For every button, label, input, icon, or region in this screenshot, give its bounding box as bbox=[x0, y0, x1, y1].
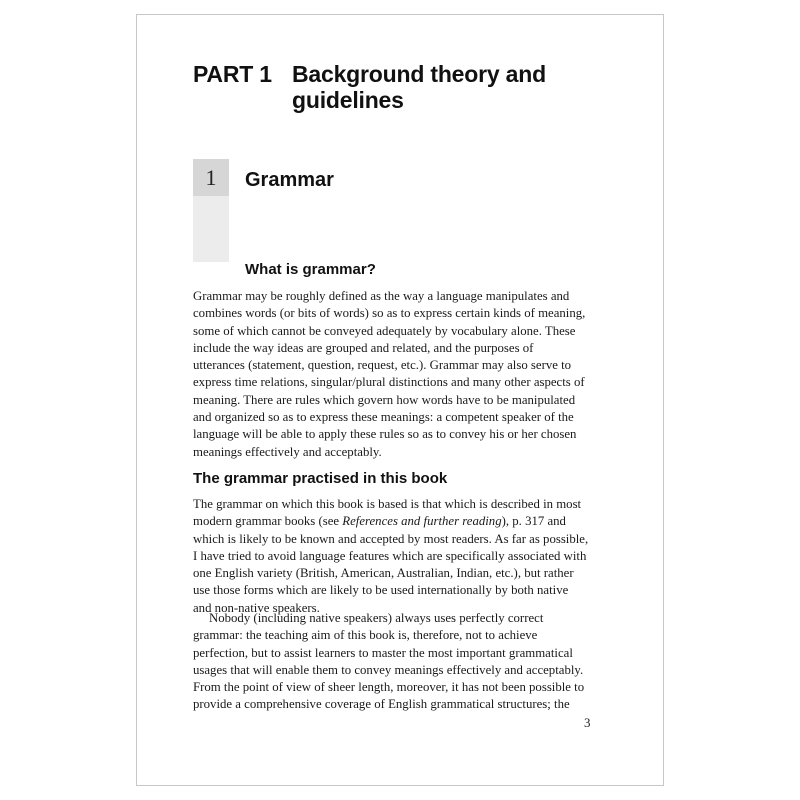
section-heading-grammar-practised: The grammar practised in this book bbox=[193, 470, 448, 487]
text-line: I have tried to avoid language features which are specifically associated with bbox=[193, 548, 587, 563]
part-label: PART 1 bbox=[193, 61, 272, 87]
text-line: include the way ideas are grouped and related, and the purposes of bbox=[193, 340, 534, 355]
paragraph-what-is-grammar bbox=[193, 288, 613, 461]
text-line: language will be able to apply these rules so as to convey his or her chosen bbox=[193, 427, 577, 442]
text-line: which is likely to be known and accepted by most readers. As far as possible, bbox=[193, 531, 589, 546]
text-line: and non-native speakers. bbox=[193, 600, 320, 615]
text-line-with-reference bbox=[193, 513, 613, 530]
references-reading-title: References and further reading bbox=[342, 514, 502, 529]
text-line: The grammar on which this book is based is that which is described in most bbox=[193, 497, 582, 511]
text-line: and organized so as to express these meanings: a competent speaker of the bbox=[193, 410, 574, 425]
section-heading-what-is-grammar: What is grammar? bbox=[245, 261, 376, 278]
chapter-number: 1 bbox=[205, 165, 217, 190]
text-line: meanings effectively and acceptably. bbox=[193, 444, 382, 459]
text-line: perfection, but to assist learners to master the most important grammatical bbox=[193, 645, 573, 660]
text-line: express time relations, singular/plural distinctions and many other aspects of bbox=[193, 375, 585, 390]
paragraph-grammar-basis bbox=[193, 496, 613, 617]
text-line: grammar: the teaching aim of this book is, therefore, not to achieve bbox=[193, 628, 538, 643]
text-line: one English variety (British, American, Australian, Indian, etc.), but rather bbox=[193, 566, 574, 581]
text-line: combines words (or bits of words) so as to express certain kinds of meaning, bbox=[193, 306, 586, 321]
text-fragment: ), p. 317 and bbox=[501, 514, 566, 529]
text-line: Nobody (including native speakers) always uses perfectly correct bbox=[209, 611, 544, 625]
text-line: From the point of view of sheer length, moreover, it has not been possible to bbox=[193, 680, 585, 695]
text-line: provide a comprehensive coverage of English grammatical structures; the bbox=[193, 697, 570, 712]
text-line: utterances (statement, question, request, etc.). Grammar may also serve to bbox=[193, 358, 572, 373]
text-line: use those forms which are likely to be used internationally by both native bbox=[193, 583, 569, 598]
text-line: Grammar may be roughly defined as the way a language manipulates and bbox=[193, 289, 570, 303]
chapter-number-box bbox=[193, 159, 229, 262]
paragraph-teaching-aim bbox=[193, 610, 613, 714]
chapter-number-box-top bbox=[193, 159, 229, 196]
text-line: usages that will enable them to convey meanings effectively and acceptably. bbox=[193, 662, 584, 677]
text-line: meaning. There are rules which govern how words have to be manipulated bbox=[193, 392, 576, 407]
chapter-title: Grammar bbox=[245, 169, 334, 191]
text-line: some of which cannot be conveyed adequately by vocabulary alone. These bbox=[193, 323, 576, 338]
part-title: Background theory and guidelines bbox=[292, 61, 546, 113]
text-fragment: modern grammar books (see bbox=[193, 514, 343, 529]
page-number: 3 bbox=[584, 715, 591, 730]
